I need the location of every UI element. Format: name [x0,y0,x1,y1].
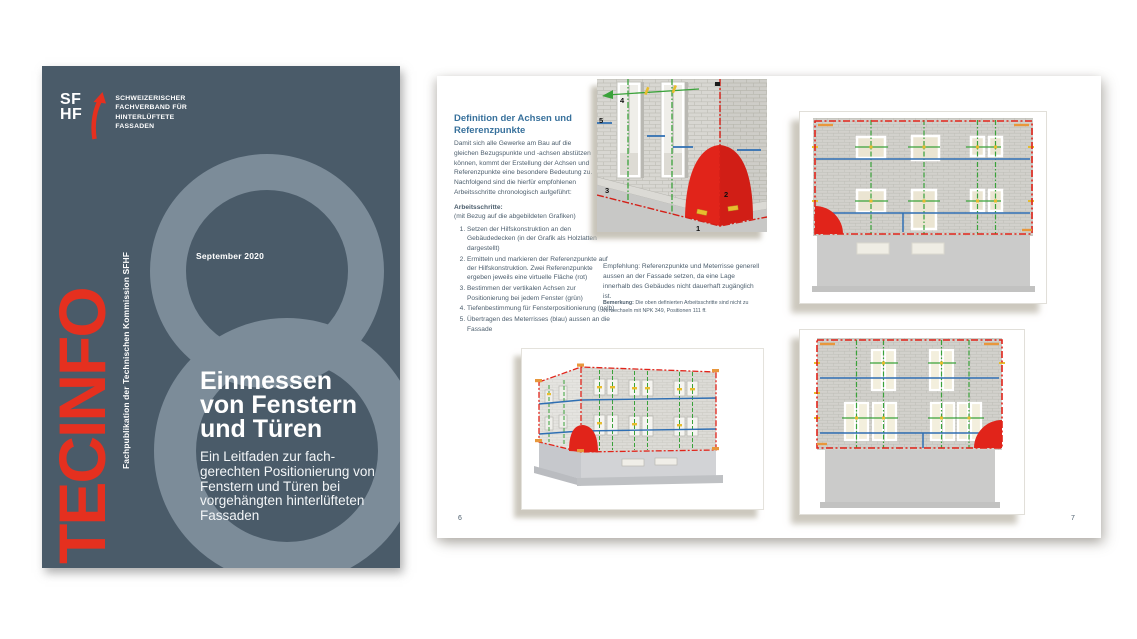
page-number-7: 7 [1071,515,1075,522]
cover-title: Einmessen von Fenstern und Türen [200,367,357,443]
base-vent [622,459,644,466]
footing [820,502,1000,508]
steps-list [454,225,615,335]
page-number-6: 6 [458,515,462,522]
figure-label-5: 5 [599,116,604,125]
remark-paragraph [603,300,755,315]
masthead-tecinfo: TECINFO [45,288,119,564]
figure-building-3d [521,348,764,510]
base-vent [857,243,889,254]
figure-label-1: 1 [696,224,701,232]
figure-elevation-rear [799,329,1025,515]
base-vent [912,243,944,254]
base-front-face [581,450,716,479]
cover-page [42,66,400,568]
section-heading: Definition der Achsen und Referenzpunkte [454,113,572,136]
steps-note: (mit Bezug auf die abgebildeten Grafiken) [454,213,576,220]
masthead-subtitle: Fachpublikation der Technischen Kommission SFHF [121,251,131,469]
figure-label-3: 3 [605,186,610,195]
step-item: 4. Tiefenbestimmung für Fensterpositionierung (gelb) [467,304,615,313]
remark-text: Die oben definierten Arbeitsschritte sind nicht zu verwechseln mit NPK 349, Positionen 111 ff. [603,300,749,314]
concrete-base [825,450,995,502]
figure-label-2: 2 [724,190,729,199]
logo-acronym: SF HF [60,91,83,123]
recommendation-paragraph: Empfehlung: Referenzpunkte und Meterrisse generell aussen an der Fassade setzen, da eine Lage innerhalb des Gebäudes nicht dauerhaft zugänglich ist. [603,263,760,300]
figure-elevation-front [799,111,1047,304]
arrow-up-icon [87,92,109,140]
logo-org-name: SCHWEIZERISCHER FACHVERBAND FÜR HINTERLÜFTETE FASSADEN [115,95,188,131]
remark-label: Bemerkung: [603,300,634,306]
step-item: 3. Bestimmen der vertikalen Achsen zur Positionierung bei jedem Fenster (grün) [467,284,615,303]
windows-front-lower [594,415,698,436]
step-item: 5. Übertragen des Meterrisses (blau) aussen an die Fassade [467,315,615,334]
sfhf-logo [60,92,187,140]
inner-spread [437,76,1101,538]
window [661,82,688,178]
figure-facade-corner-detail [597,79,767,232]
intro-paragraph: Damit sich alle Gewerke am Bau auf die gleichen Bezugspunkte und -achsen abstützen können, kommt der Erstellung der Achsen und Referenzpunkte eine besondere Bedeutung zu. Nachfolgend sind die hierfür empfohlenen Arbeitsschritte chronologisch aufgeführt: [454,140,593,196]
issue-date: September 2020 [196,251,265,261]
cover-subtitle: Ein Leitfaden zur fach- gerechten Positionierung von Fenstern und Türen bei vorgehängten hinterlüfteten Fassaden [200,449,375,524]
footing [812,286,1035,292]
base-vent [655,458,677,465]
axis-top-marker [715,82,720,86]
figure-label-4: 4 [620,96,625,105]
step-item: 1. Setzen der Hilfskonstruktion an den Gebäudedecken (in der Grafik als Holzlatten dargestellt) [467,225,615,253]
step-item: 2. Ermitteln und markieren der Referenzpunkte auf der Hilfskonstruktion. Zwei Referenzpunkte ergeben jeweils eine virtuelle Fläche (rot) [467,255,615,283]
steps-label: Arbeitsschritte: [454,204,503,211]
